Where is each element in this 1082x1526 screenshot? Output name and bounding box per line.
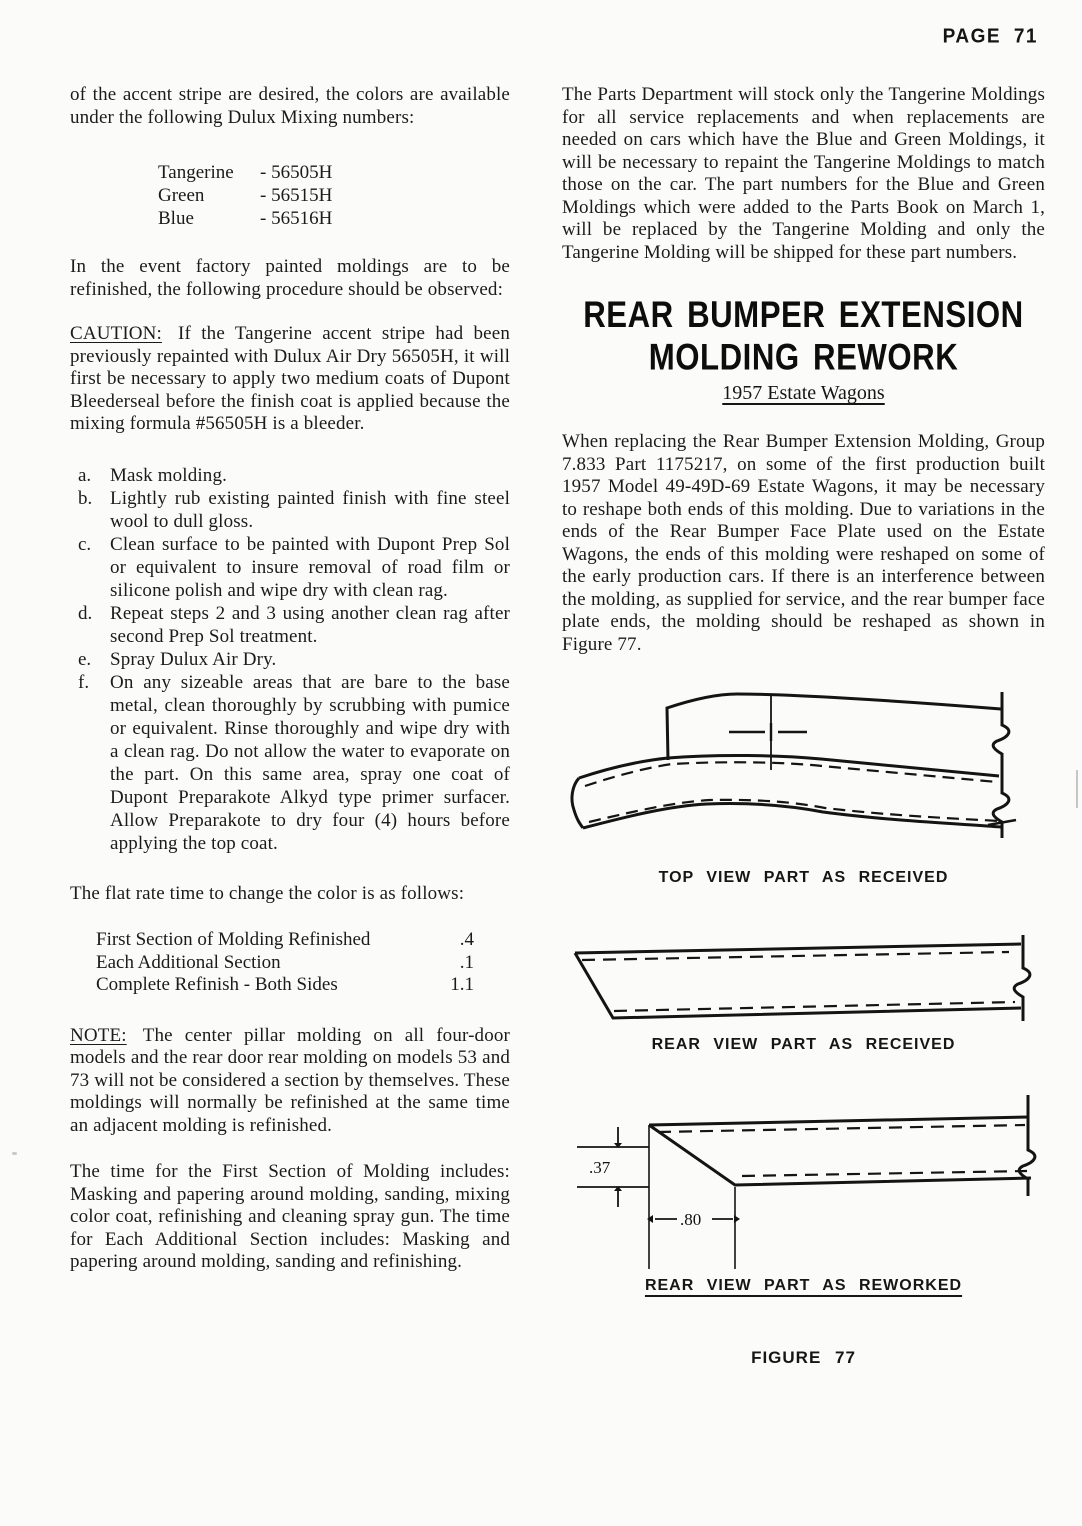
procedure-steps: [70, 464, 510, 855]
step-text: Mask molding.: [110, 464, 228, 486]
note-paragraph: [70, 1025, 510, 1138]
spacer: [70, 1137, 510, 1161]
rate-item: Each Additional Section: [96, 951, 281, 973]
table-row: [96, 974, 474, 997]
rate-time: 1.1: [450, 974, 474, 995]
spacer: [70, 129, 510, 161]
color-name: Green: [158, 185, 205, 206]
spacer: [562, 1295, 1045, 1348]
list-item: [70, 487, 510, 533]
spacer: [70, 855, 510, 883]
intro-paragraph: of the accent stripe are desired, the colors are available under the following Dulux Mixing numbers:: [70, 84, 510, 128]
left-column: [70, 84, 510, 1274]
list-item: [70, 533, 510, 602]
list-item: [70, 671, 510, 855]
dim-length-label: .80: [679, 1210, 701, 1229]
list-item: [70, 648, 510, 671]
top-view-drawing: [569, 682, 1039, 860]
spacer: [70, 301, 510, 323]
parts-paragraph: The Parts Department will stock only the Tangerine Moldings for all service replacements and when replacements are needed on cars which have the Blue and Green Moldings, it will be necessary to repaint the Tangerine Moldings to match those on the car. The part numbers for the Blue and Green Moldings which were added to the Parts Book on March 1, will be replaced by the Tangerine Molding and only the Tangerine Molding will be shipped for these part numbers.: [562, 84, 1045, 263]
flat-rate-table: [96, 929, 474, 997]
right-column: [562, 84, 1045, 1368]
reworked-caption: REAR VIEW PART AS REWORKED: [644, 1277, 963, 1294]
list-item: [158, 161, 510, 184]
step-letter: f.: [78, 671, 90, 693]
caution-text: If the Tangerine accent stripe had been previously repainted with Dulux Air Dry 56505H, it will first be necessary to apply two medium coats of Dupont Bleederseal before the finish coat is applied because the mixing formula #56505H is a bleeder.: [70, 323, 510, 434]
step-letter: a.: [78, 464, 92, 486]
rate-item: First Section of Molding Refinished: [96, 929, 371, 950]
scan-artifact: [1076, 770, 1078, 808]
color-name: Blue: [158, 208, 194, 229]
step-text: Lightly rub existing painted finish with fine steel wool to dull gloss.: [110, 487, 510, 532]
step-text: Repeat steps 2 and 3 using another clean rag after second Prep Sol treatment.: [110, 602, 510, 647]
list-item: [70, 602, 510, 648]
scan-artifact: [12, 1152, 17, 1155]
page-number: PAGE 71: [942, 25, 1038, 48]
color-code: - 56505H: [260, 162, 333, 183]
spacer: [70, 905, 510, 929]
spacer: [70, 436, 510, 464]
rear-view-drawing: [569, 931, 1039, 1023]
rear-view-caption: REAR VIEW PART AS RECEIVED: [651, 1036, 956, 1053]
spacer: [562, 1023, 1045, 1036]
step-text: Spray Dulux Air Dry.: [110, 648, 277, 670]
figure-rear-view: [562, 931, 1045, 1054]
flat-rate-paragraph: The flat rate time to change the color is as follows:: [70, 882, 465, 904]
spacer: [562, 860, 1045, 869]
step-letter: c.: [78, 533, 92, 555]
step-letter: e.: [78, 648, 92, 670]
step-letter: d.: [78, 602, 93, 624]
step-text: Clean surface to be painted with Dupont Prep Sol or equivalent to insure removal of road film or silicone polish and wipe dry with clean rag.: [110, 533, 510, 601]
spacer: [562, 1054, 1045, 1092]
color-code: - 56516H: [260, 208, 333, 229]
list-item: [158, 207, 510, 230]
figure-number: FIGURE 77: [751, 1348, 856, 1367]
step-letter: b.: [78, 487, 93, 509]
spacer: [562, 405, 1045, 431]
spacer: [562, 887, 1045, 931]
section-heading: [552, 294, 1054, 379]
rate-time: .4: [459, 929, 474, 950]
rework-paragraph: When replacing the Rear Bumper Extension Molding, Group 7.833 Part 1175217, on some of the first production built 1957 Model 49-49D-69 Estate Wagons, it may be necessary to reshape both ends of this molding. Due to variations in the ends of the Rear Bumper Face Plate used on the Estate Wagons, the ends of this molding were reshaped on some of the early production cars. If there is an interference between the molding, as supplied for service, and the rear bumper face plate ends, the molding should be reshaped as shown in Figure 77.: [562, 431, 1045, 655]
spacer: [70, 997, 510, 1025]
color-code: - 56515H: [260, 185, 333, 206]
note-text: The center pillar molding on all four-door models and the rear door rear molding on models 53 and 73 will not be considered a section by themselves. These moldings will normally be refinished at the same time an adjacent molding is refinished.: [70, 1024, 510, 1136]
table-row: [96, 952, 474, 975]
dim-depth-label: .37: [588, 1158, 610, 1177]
dulux-color-list: [158, 161, 510, 230]
time-paragraph: The time for the First Section of Molding includes: Masking and papering around molding, sanding, mixing color coat, refinishing and cleaning spray gun. The time for Each Additional Section includes: Masking and papering around molding, sanding and refinishing.: [70, 1161, 510, 1272]
event-paragraph: In the event factory painted moldings are to be refinished, the following procedure should be observed:: [70, 256, 510, 300]
figure-top-view: [562, 682, 1045, 887]
figure-reworked: [562, 1092, 1045, 1295]
list-item: [158, 184, 510, 207]
spacer: [562, 656, 1045, 682]
step-text: On any sizeable areas that are bare to the base metal, clean thoroughly by scrubbing with pumice or equivalent. Rinse thoroughly and wipe dry with a clean rag. Do not allow the water to evaporate on the part. On this same area, spray one coat of Dupont Preparakote Alkyd type primer surfacer. Allow Preparakote to dry four (4) hours before applying the top coat.: [110, 671, 510, 854]
heading-line-2: MOLDING REWORK: [648, 337, 959, 379]
rate-time: .1: [459, 951, 474, 973]
reworked-drawing: [569, 1092, 1039, 1272]
color-name: Tangerine: [158, 162, 234, 183]
table-row: [96, 929, 474, 952]
top-view-caption: TOP VIEW PART AS RECEIVED: [658, 869, 949, 886]
note-label: NOTE:: [70, 1024, 127, 1046]
heading-line-1: REAR BUMPER EXTENSION: [583, 295, 1024, 336]
spacer: [70, 230, 510, 256]
caution-paragraph: [70, 323, 510, 436]
list-item: [70, 464, 510, 487]
caution-label: CAUTION:: [70, 323, 162, 344]
subheading: 1957 Estate Wagons: [722, 382, 885, 404]
rate-item: Complete Refinish - Both Sides: [96, 974, 338, 995]
